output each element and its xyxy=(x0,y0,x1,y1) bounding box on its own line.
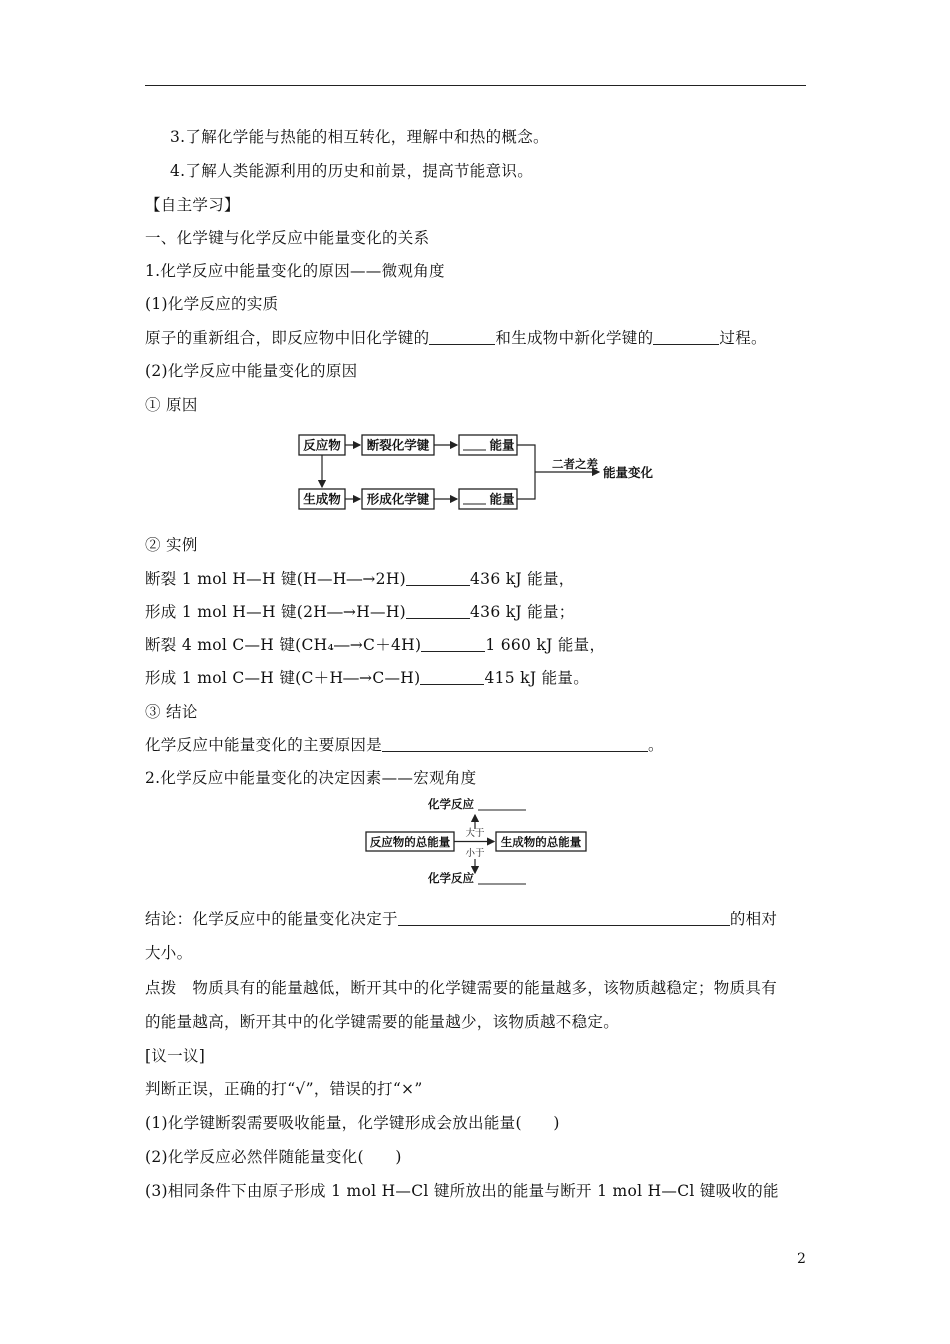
blank-conclusion xyxy=(382,737,648,752)
reaction-top-label: 化学反应 xyxy=(428,797,474,811)
blank-2 xyxy=(653,330,719,345)
q1-text-c: 过程。 xyxy=(719,329,767,347)
tip-line1: 点拨 物质具有的能量越低，断开其中的化学键需要的能量越多，该物质越稳定；物质具有 xyxy=(145,979,778,997)
example-1-value: 436 kJ 能量， xyxy=(470,570,575,588)
blank-conclusion2 xyxy=(398,911,730,926)
objective-3: 3.了解化学能与热能的相互转化，理解中和热的概念。 xyxy=(170,128,549,146)
blank-ex4 xyxy=(420,670,484,685)
conclusion2-prefix: 结论：化学反应中的能量变化决定于 xyxy=(145,910,398,928)
q1-text-b: 和生成物中新化学键的 xyxy=(495,329,654,347)
form-bond-label: 形成化学键 xyxy=(366,491,430,507)
example-2 xyxy=(145,602,575,622)
conclusion-label: ③ 结论 xyxy=(145,703,198,721)
conclusion2-suffix: 的相对 xyxy=(729,910,778,928)
example-4-value: 415 kJ 能量。 xyxy=(484,669,590,687)
conclusion2-line1 xyxy=(145,909,777,929)
sub1-title: 1.化学反应中能量变化的原因——微观角度 xyxy=(145,262,445,280)
example-3-text: 断裂 4 mol C—H 键(CH₄―→C＋4H) xyxy=(145,636,422,654)
discussion-item-2: (2)化学反应必然伴随能量变化( ) xyxy=(145,1148,402,1166)
example-1 xyxy=(145,569,575,589)
conclusion-end: 。 xyxy=(648,736,664,754)
q1-title: (1)化学反应的实质 xyxy=(145,295,279,313)
tip-line2: 的能量越高，断开其中的化学键需要的能量越少，该物质越不稳定。 xyxy=(145,1013,620,1031)
example-4 xyxy=(145,668,589,688)
discussion-header: [议一议] xyxy=(145,1047,206,1065)
discussion-item-3: (3)相同条件下由原子形成 1 mol H—Cl 键所放出的能量与断开 1 mol H—Cl 键吸收的能 xyxy=(145,1182,779,1200)
reactant-total-label: 反应物的总能量 xyxy=(369,835,451,849)
q2-title: (2)化学反应中能量变化的原因 xyxy=(145,362,358,380)
energy-top-label: 能量 xyxy=(489,437,515,453)
discussion-instruction: 判断正误，正确的打“√”，错误的打“×” xyxy=(145,1080,423,1098)
less-label: 小于 xyxy=(465,848,485,859)
conclusion2-line2: 大小。 xyxy=(145,944,193,962)
product-total-label: 生成物的总能量 xyxy=(500,835,582,849)
energy-determinant-diagram xyxy=(360,795,600,890)
discussion-item-1: (1)化学键断裂需要吸收能量，化学键形成会放出能量( ) xyxy=(145,1114,560,1132)
example-3-value: 1 660 kJ 能量， xyxy=(485,636,606,654)
blank-ex2 xyxy=(406,604,470,619)
energy-bottom-label: 能量 xyxy=(489,491,515,507)
example-1-text: 断裂 1 mol H—H 键(H—H―→2H) xyxy=(145,570,406,588)
section-header: 【自主学习】 xyxy=(145,196,240,214)
example-2-value: 436 kJ 能量； xyxy=(470,603,575,621)
example-label: ② 实例 xyxy=(145,536,198,554)
q1-text xyxy=(145,328,767,348)
reaction-bottom-label: 化学反应 xyxy=(428,871,474,885)
conclusion-text xyxy=(145,735,664,755)
part1-title: 一、化学键与化学反应中能量变化的关系 xyxy=(145,229,430,247)
example-4-text: 形成 1 mol C—H 键(C＋H―→C—H) xyxy=(145,669,421,687)
product-label: 生成物 xyxy=(303,491,341,507)
reason-label: ① 原因 xyxy=(145,396,198,414)
difference-label: 二者之差 xyxy=(552,457,598,471)
blank-1 xyxy=(429,330,495,345)
conclusion-prefix: 化学反应中能量变化的主要原因是 xyxy=(145,736,383,754)
reactant-label: 反应物 xyxy=(303,437,341,453)
header-rule xyxy=(145,85,806,86)
blank-ex3 xyxy=(421,637,485,652)
objective-4: 4.了解人类能源利用的历史和前景，提高节能意识。 xyxy=(170,162,533,180)
energy-change-label: 能量变化 xyxy=(603,465,654,480)
example-3 xyxy=(145,635,605,655)
sub2-title: 2.化学反应中能量变化的决定因素——宏观角度 xyxy=(145,769,477,787)
energy-cause-diagram xyxy=(290,428,670,518)
page-number: 2 xyxy=(797,1251,806,1267)
greater-label: 大于 xyxy=(465,828,485,839)
q1-text-a: 原子的重新组合，即反应物中旧化学键的 xyxy=(145,329,430,347)
break-bond-label: 断裂化学键 xyxy=(366,437,430,453)
example-2-text: 形成 1 mol H—H 键(2H―→H—H) xyxy=(145,603,406,621)
blank-ex1 xyxy=(406,571,470,586)
